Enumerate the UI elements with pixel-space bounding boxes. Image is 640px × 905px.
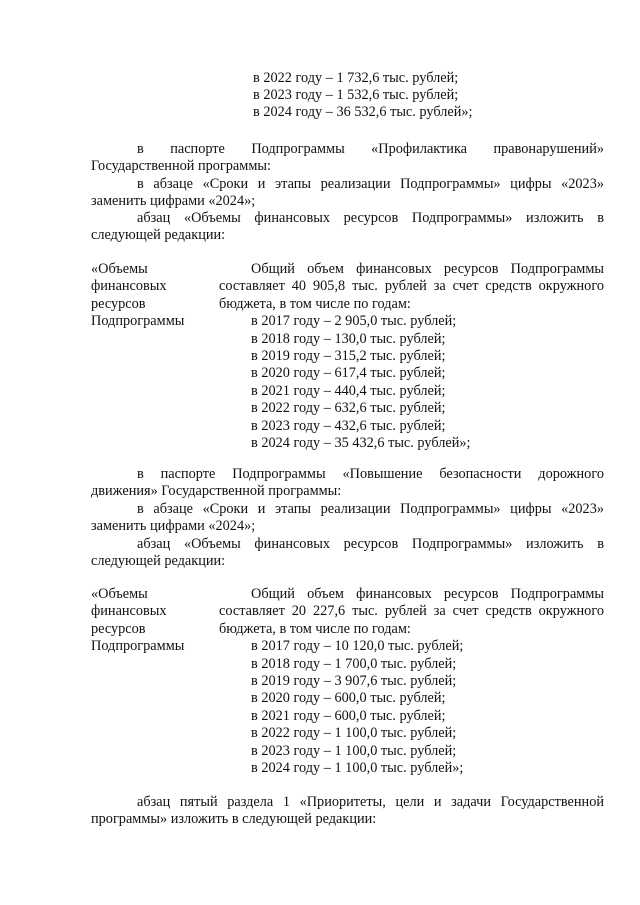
section1-intro-line1: в паспорте Подпрограммы «Профилактика правонарушений» (137, 141, 604, 157)
label-line: Подпрограммы (91, 638, 185, 655)
section1-sroki-line2: заменить цифрами «2024»; (91, 193, 256, 209)
year-line: в 2018 году – 130,0 тыс. рублей; (251, 330, 446, 347)
year-line: в 2017 году – 2 905,0 тыс. рублей; (251, 313, 457, 330)
funding-table-1-content (219, 261, 604, 452)
label-line: Подпрограммы (91, 313, 185, 330)
section1-sroki-line1: в абзаце «Сроки и этапы реализации Подпрограммы» цифры «2023» (137, 176, 604, 192)
total-line2: составляет 20 227,6 тыс. рублей за счет средств окружного (219, 603, 604, 620)
total-line2: составляет 40 905,8 тыс. рублей за счет средств окружного (219, 278, 604, 295)
label-line: финансовых (91, 603, 167, 620)
year-line: в 2021 году – 600,0 тыс. рублей; (251, 707, 446, 724)
top-year-line: в 2022 году – 1 732,6 тыс. рублей; (253, 70, 459, 86)
year-line: в 2020 году – 617,4 тыс. рублей; (251, 365, 446, 382)
label-line: ресурсов (91, 620, 146, 637)
section1-intro-line2: Государственной программы: (91, 158, 271, 174)
total-line3: бюджета, в том числе по годам: (219, 295, 411, 312)
section2-intro-line1: в паспорте Подпрограммы «Повышение безопасности дорожного (137, 466, 604, 482)
year-line: в 2019 году – 3 907,6 тыс. рублей; (251, 673, 457, 690)
section2-sroki-line2: заменить цифрами «2024»; (91, 518, 256, 534)
label-line: «Объемы (91, 586, 148, 602)
section1-obiemy-line2: следующей редакции: (91, 227, 226, 243)
section3-line2: программы» изложить в следующей редакции: (91, 811, 377, 827)
top-year-line: в 2023 году – 1 532,6 тыс. рублей; (253, 87, 459, 103)
year-line: в 2022 году – 1 100,0 тыс. рублей; (251, 725, 457, 742)
year-line: в 2024 году – 35 432,6 тыс. рублей»; (251, 435, 471, 452)
section1-obiemy-line1: абзац «Объемы финансовых ресурсов Подпрограммы» изложить в (137, 210, 604, 226)
year-line: в 2018 году – 1 700,0 тыс. рублей; (251, 655, 457, 672)
section2-obiemy-line2: следующей редакции: (91, 553, 226, 569)
total-line3: бюджета, в том числе по годам: (219, 620, 411, 637)
funding-table-1-label (91, 261, 211, 331)
year-line: в 2023 году – 1 100,0 тыс. рублей; (251, 742, 457, 759)
section2-obiemy-line1: абзац «Объемы финансовых ресурсов Подпрограммы» изложить в (137, 536, 604, 552)
top-year-line: в 2024 году – 36 532,6 тыс. рублей»; (253, 104, 473, 120)
funding-table-2-content (219, 586, 604, 777)
label-line: ресурсов (91, 295, 146, 312)
total-line1: Общий объем финансовых ресурсов Подпрограммы (251, 261, 604, 277)
label-line: финансовых (91, 278, 167, 295)
section3-line1: абзац пятый раздела 1 «Приоритеты, цели и задачи Государственной (137, 794, 604, 810)
year-line: в 2020 году – 600,0 тыс. рублей; (251, 690, 446, 707)
year-line: в 2023 году – 432,6 тыс. рублей; (251, 417, 446, 434)
label-line: «Объемы (91, 261, 148, 277)
total-line1: Общий объем финансовых ресурсов Подпрограммы (251, 586, 604, 602)
year-line: в 2021 году – 440,4 тыс. рублей; (251, 382, 446, 399)
funding-table-2-label (91, 586, 211, 656)
year-line: в 2024 году – 1 100,0 тыс. рублей»; (251, 760, 464, 777)
section2-intro-line2: движения» Государственной программы: (91, 483, 342, 499)
year-line: в 2019 году – 315,2 тыс. рублей; (251, 348, 446, 365)
section2-sroki-line1: в абзаце «Сроки и этапы реализации Подпрограммы» цифры «2023» (137, 501, 604, 517)
year-line: в 2022 году – 632,6 тыс. рублей; (251, 400, 446, 417)
year-line: в 2017 году – 10 120,0 тыс. рублей; (251, 638, 464, 655)
